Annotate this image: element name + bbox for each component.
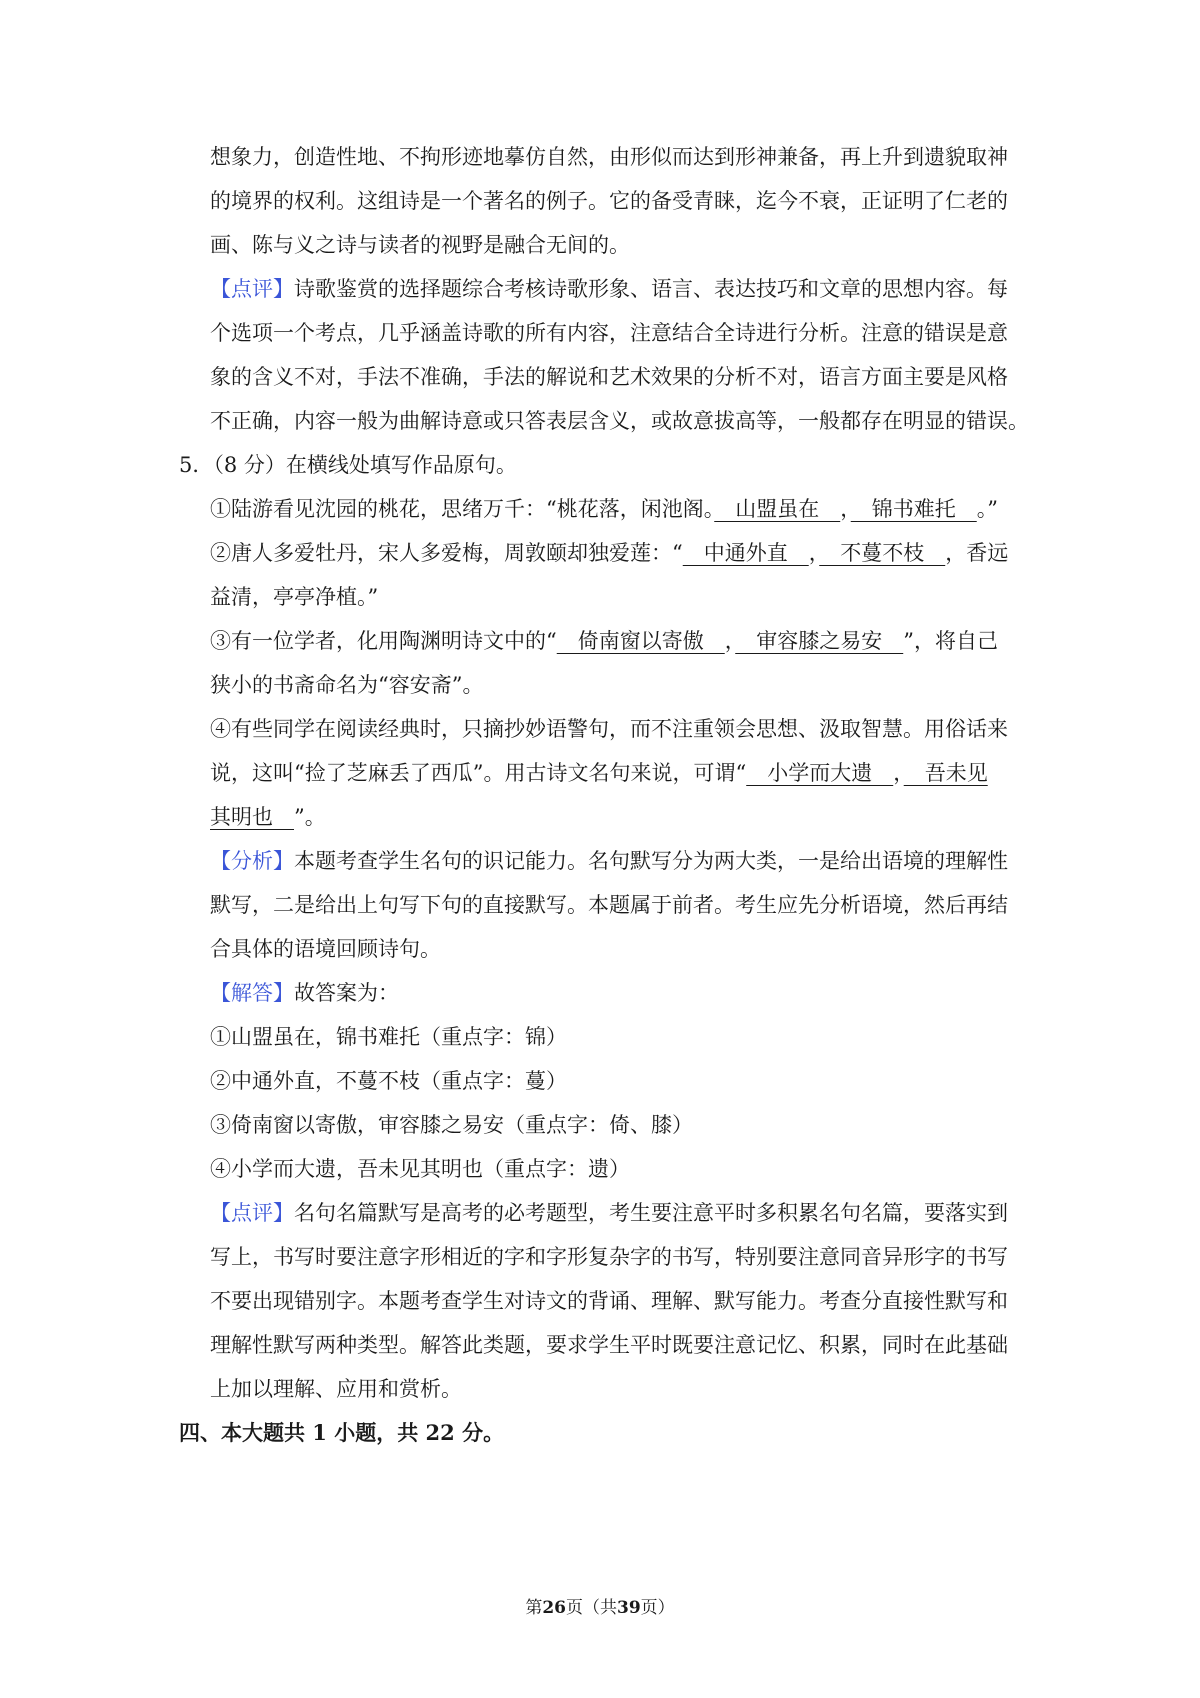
question-title: 5．（8 分）在横线处填写作品原句。 [179, 453, 517, 477]
answer-tag: 【解答】 [210, 981, 294, 1005]
paragraph-line: 的境界的权利。这组诗是一个著名的例子。它的备受青睐，迄今不衰，正证明了仁老的 [210, 189, 1008, 213]
analysis-line: 合具体的语境回顾诗句。 [210, 937, 441, 961]
comment-line: 不要出现错别字。本题考查学生对诗文的背诵、理解、默写能力。考查分直接性默写和 [210, 1289, 1008, 1313]
comment-tag: 【点评】 [210, 1201, 294, 1225]
question-item-4-cont: 其明也 ”。 [210, 805, 326, 829]
answer-item: ②中通外直，不蔓不枝（重点字：蔓） [210, 1069, 567, 1093]
comment-line: 上加以理解、应用和赏析。 [210, 1377, 462, 1401]
comment-line: 个选项一个考点，几乎涵盖诗歌的所有内容，注意结合全诗进行分析。注意的错误是意 [210, 321, 1008, 345]
comment-line: 不正确，内容一般为曲解诗意或只答表层含义，或故意拔高等，一般都存在明显的错误。 [210, 409, 1029, 433]
question-item-1: ①陆游看见沈园的桃花，思绪万千：“桃花落，闲池阁。 山盟虽在 ， 锦书难托 。” [210, 497, 998, 521]
paragraph-line: 画、陈与义之诗与读者的视野是融合无间的。 [210, 233, 630, 257]
analysis-line: 默写，二是给出上句写下句的直接默写。本题属于前者。考生应先分析语境，然后再结 [210, 893, 1008, 917]
question-item-4: ④有些同学在阅读经典时，只摘抄妙语警句，而不注重领会思想、汲取智慧。用俗话来 [210, 717, 1008, 741]
answer-blank: 锦书难托 [850, 497, 977, 521]
answer-blank: 不蔓不枝 [819, 541, 946, 565]
answer-blank: 小学而大遗 [746, 761, 894, 785]
comment-line: 【点评】名句名篇默写是高考的必考题型，考生要注意平时多积累名句名篇，要落实到 [210, 1201, 1008, 1225]
answer-item: ④小学而大遗，吾未见其明也（重点字：遗） [210, 1157, 630, 1181]
answer-blank: 倚南窗以寄傲 [556, 629, 725, 653]
comment-line: 写上，书写时要注意字形相近的字和字形复杂字的书写，特别要注意同音异形字的书写 [210, 1245, 1008, 1269]
answer-blank: 山盟虽在 [714, 497, 841, 521]
answer-item: ③倚南窗以寄傲，审容膝之易安（重点字：倚、膝） [210, 1113, 693, 1137]
question-item-2: ②唐人多爱牡丹，宋人多爱梅，周敦颐却独爱莲：“ 中通外直 ， 不蔓不枝 ，香远 [210, 541, 1009, 565]
analysis-tag: 【分析】 [210, 849, 294, 873]
question-item-4-cont: 说，这叫“捡了芝麻丢了西瓜”。用古诗文名句来说，可谓“ 小学而大遗 ， 吾未见 [210, 761, 988, 785]
answer-blank: 其明也 [210, 805, 294, 829]
question-item-3-cont: 狭小的书斋命名为“容安斋”。 [210, 673, 484, 697]
question-item-2-cont: 益清，亭亭净植。” [210, 585, 379, 609]
page-total: 39 [617, 1598, 641, 1618]
answer-blank: 吾未见 [903, 761, 988, 785]
comment-line: 理解性默写两种类型。解答此类题，要求学生平时既要注意记忆、积累，同时在此基础 [210, 1333, 1008, 1357]
section-heading: 四、本大题共 1 小题，共 22 分。 [179, 1420, 505, 1445]
question-item-3: ③有一位学者，化用陶渊明诗文中的“ 倚南窗以寄傲 ， 审容膝之易安 ”，将自己 [210, 629, 998, 653]
comment-line: 象的含义不对，手法不准确，手法的解说和艺术效果的分析不对，语言方面主要是风格 [210, 365, 1008, 389]
answer-blank: 中通外直 [682, 541, 809, 565]
comment-line: 【点评】诗歌鉴赏的选择题综合考核诗歌形象、语言、表达技巧和文章的思想内容。每 [210, 277, 1008, 301]
comment-tag: 【点评】 [210, 277, 294, 301]
answer-item: ①山盟虽在，锦书难托（重点字：锦） [210, 1025, 567, 1049]
analysis-line: 【分析】本题考查学生名句的识记能力。名句默写分为两大类，一是给出语境的理解性 [210, 849, 1008, 873]
page-number: 26 [542, 1598, 566, 1618]
answer-line: 【解答】故答案为： [210, 981, 399, 1005]
answer-blank: 审容膝之易安 [735, 629, 904, 653]
page-footer: 第26页（共39页） [525, 1598, 675, 1618]
paragraph-line: 想象力，创造性地、不拘形迹地摹仿自然，由形似而达到形神兼备，再上升到遗貌取神 [210, 145, 1008, 169]
